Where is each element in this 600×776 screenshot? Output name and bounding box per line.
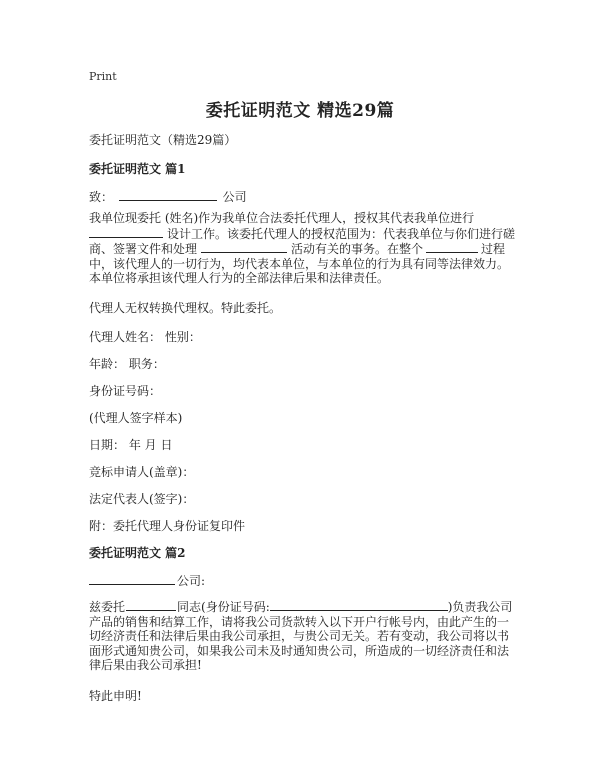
company2-blank xyxy=(89,573,175,585)
document-subtitle: 委托证明范文（精选29篇） xyxy=(89,133,237,147)
to-prefix: 致： xyxy=(89,190,114,204)
to-suffix: 公司 xyxy=(222,190,247,204)
activity-blank xyxy=(201,241,287,253)
section1-heading: 委托证明范文 篇1 xyxy=(89,162,186,176)
process-blank xyxy=(426,241,478,253)
authorization-paragraph xyxy=(89,211,515,286)
body2-prefix: 兹委托 xyxy=(89,600,126,614)
date-line: 日期： 年 月 日 xyxy=(89,438,173,452)
print-link[interactable]: Print xyxy=(89,70,117,83)
id-blank xyxy=(270,599,448,611)
id-number-line: 身份证号码： xyxy=(89,384,162,398)
person-blank xyxy=(126,599,176,611)
signature-sample-line: (代理人签字样本) xyxy=(89,411,183,425)
body-text-2: 设计工作。该委托代理人的授权范围为：代表我单位与你们进行磋商、签署文件和处理 xyxy=(89,226,516,257)
project-blank xyxy=(89,226,163,238)
sales-authorization-paragraph xyxy=(89,599,515,673)
addressee-line xyxy=(89,189,247,205)
agent-name-line: 代理人姓名： 性别： xyxy=(89,330,201,344)
bidder-line: 竞标申请人(盖章)： xyxy=(89,465,195,479)
body-text-1: 我单位现委托 (姓名)作为我单位合法委托代理人，授权其代表我单位进行 xyxy=(89,211,475,225)
section2-heading: 委托证明范文 篇2 xyxy=(89,546,186,560)
company-line xyxy=(89,573,205,589)
attachment-line: 附：委托代理人身份证复印件 xyxy=(89,519,246,533)
company-suffix: 公司: xyxy=(177,574,206,588)
closing-line: 特此申明! xyxy=(89,689,142,703)
body2-after: )负责我公司产品的销售和结算工作，请将我公司货款转入以下开户行帐号内，由此产生的一切经济责任和法律后果由我公司承担，与贵公司无关。若有变动，我公司将以书面形式通知贵公司，如果我公司未及时通知贵公司，所造成的一切经济责任和法律后果由我公司承担! xyxy=(89,600,513,673)
legal-rep-line: 法定代表人(签字)： xyxy=(89,492,195,506)
company-blank xyxy=(119,189,217,201)
body-text-3: 活动有关的事务。在整个 xyxy=(291,242,424,257)
body2-mid: 同志(身份证号码: xyxy=(177,600,270,614)
no-transfer-line: 代理人无权转换代理权。特此委托。 xyxy=(89,301,282,315)
age-job-line: 年龄： 职务： xyxy=(89,357,165,371)
body-text-4: 过程中，该代理人的一切行为，均代表本单位，与本单位的行为具有同等法律效力。本单位将承担该代理人行为的全部法律后果和法律责任。 xyxy=(89,242,510,286)
document-title: 委托证明范文 精选29篇 xyxy=(205,101,395,121)
